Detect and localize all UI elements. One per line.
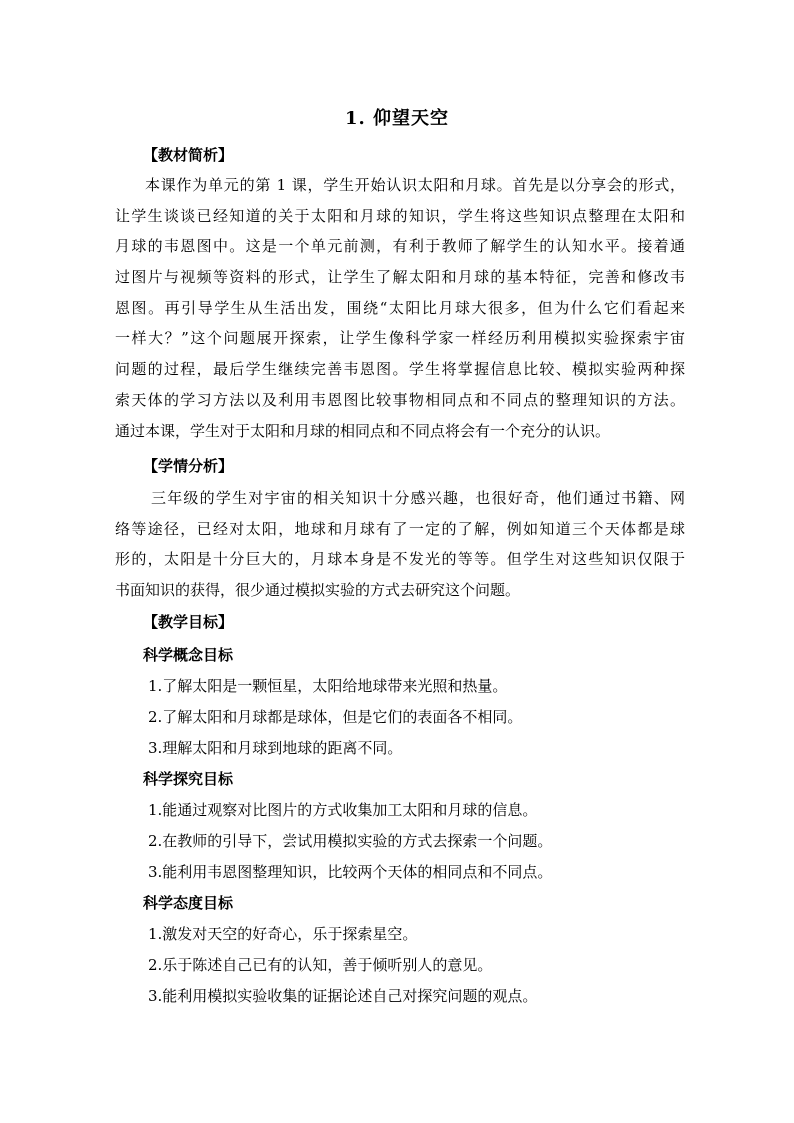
concept-goal-item: 2.了解太阳和月球都是球体，但是它们的表面各不相同。 (148, 708, 523, 726)
attitude-goal-item: 2.乐于陈述自己已有的认知，善于倾听别人的意见。 (148, 956, 493, 974)
teaching-goals-heading: 【教学目标】 (143, 613, 234, 631)
concept-goal-item: 1.了解太阳是一颗恒星，太阳给地球带来光照和热量。 (148, 677, 508, 695)
paragraph-line: 恩图。再引导学生从生活出发，围绕“太阳比月球大很多，但为什么它们看起来 (115, 298, 685, 317)
paragraph-line: 月球的韦恩图中。这是一个单元前测，有利于教师了解学生的认知水平。接着通 (115, 237, 685, 256)
material-analysis-paragraph (115, 170, 685, 446)
paragraph-line: 问题的过程，最后学生继续完善韦恩图。学生将掌握信息比较、模拟实验两种探 (115, 360, 685, 379)
paragraph-line: 三年级的学生对宇宙的相关知识十分感兴趣，也很好奇，他们通过书籍、网 (151, 489, 685, 507)
attitude-goal-item: 1.激发对天空的好奇心，乐于探索星空。 (148, 925, 418, 943)
paragraph-line: 过图片与视频等资料的形式，让学生了解太阳和月球的基本特征，完善和修改韦 (115, 268, 685, 287)
inquiry-goal-item: 1.能通过观察对比图片的方式收集加工太阳和月球的信息。 (148, 801, 538, 819)
concept-goals-heading: 科学概念目标 (143, 646, 234, 664)
lesson-title: 1. 仰望天空 (344, 108, 450, 129)
paragraph-line: 索天体的学习方法以及利用韦恩图比较事物相同点和不同点的整理知识的方法。 (115, 390, 685, 409)
material-analysis-heading: 【教材简析】 (143, 146, 234, 164)
paragraph-line: 络等途径，已经对太阳，地球和月球有了一定的了解，例如知道三个天体都是球 (115, 519, 685, 538)
student-analysis-paragraph (115, 483, 685, 606)
inquiry-goals-heading: 科学探究目标 (143, 770, 234, 788)
paragraph-line: 让学生谈谈已经知道的关于太阳和月球的知识，学生将这些知识点整理在太阳和 (115, 206, 685, 225)
inquiry-goal-item: 2.在教师的引导下，尝试用模拟实验的方式去探索一个问题。 (148, 832, 553, 850)
paragraph-line: 形的，太阳是十分巨大的，月球本身是不发光的等等。但学生对这些知识仅限于 (115, 550, 685, 569)
paragraph-line: 书面知识的获得，很少通过模拟实验的方式去研究这个问题。 (115, 581, 521, 600)
attitude-goal-item: 3.能利用模拟实验收集的证据论述自己对探究问题的观点。 (148, 987, 538, 1005)
inquiry-goal-item: 3.能利用韦恩图整理知识，比较两个天体的相同点和不同点。 (148, 863, 553, 881)
paragraph-line: 本课作为单元的第 1 课，学生开始认识太阳和月球。首先是以分享会的形式， (145, 176, 685, 194)
attitude-goals-heading: 科学态度目标 (143, 894, 234, 912)
paragraph-line: 通过本课，学生对于太阳和月球的相同点和不同点将会有一个充分的认识。 (115, 421, 611, 440)
paragraph-line: 一样大？”这个问题展开探索，让学生像科学家一样经历利用模拟实验探索宇宙 (115, 329, 685, 348)
student-analysis-heading: 【学情分析】 (143, 457, 234, 475)
concept-goal-item: 3.理解太阳和月球到地球的距离不同。 (148, 739, 403, 757)
